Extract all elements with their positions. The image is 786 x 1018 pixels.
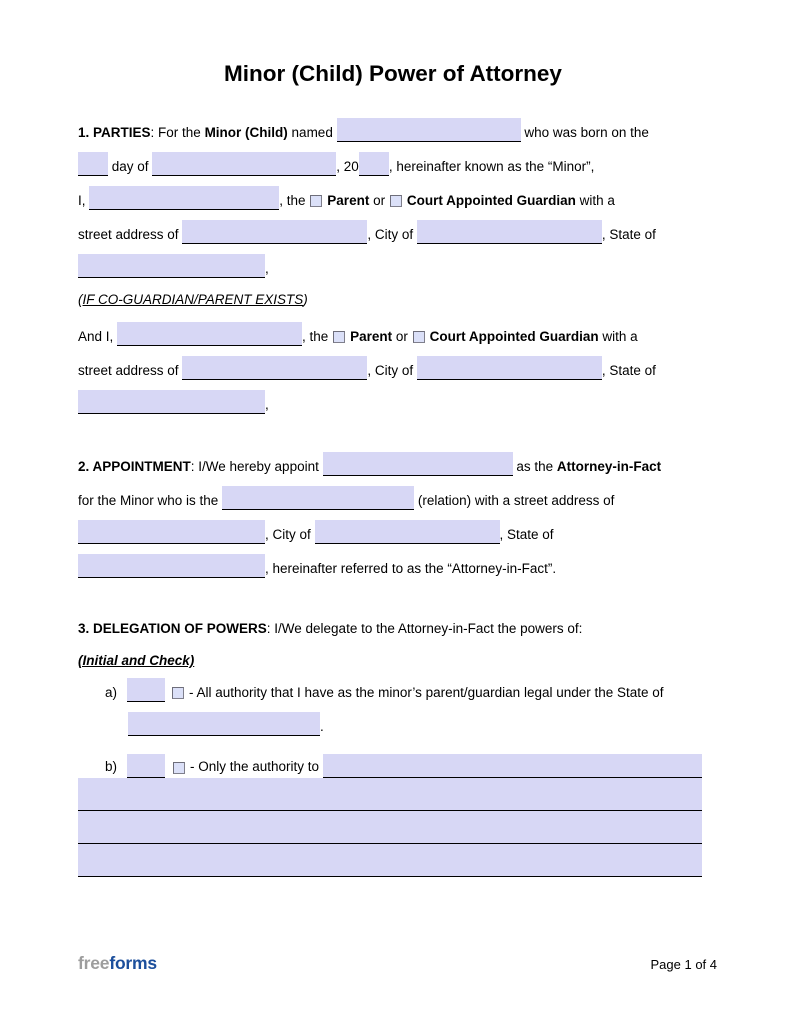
option-a-label: a) [105, 685, 118, 700]
form-content [78, 116, 702, 877]
option-a-text: - All authority that I have as the minor’s parent/guardian legal under the State of [189, 685, 664, 700]
parent1-city-field[interactable] [417, 220, 602, 244]
option-a-state-field[interactable] [128, 712, 320, 736]
text-run: ) [303, 292, 308, 307]
text-run: street address of [78, 363, 183, 378]
parties-line-1 [78, 116, 702, 150]
section-appointment [78, 450, 702, 586]
text-run: , City of [367, 363, 417, 378]
appointment-line-3 [78, 518, 702, 552]
parties-line-9 [78, 388, 702, 422]
text-run: , 20 [336, 159, 359, 174]
option-a-initials-field[interactable] [127, 678, 165, 702]
option-b-checkbox[interactable] [173, 762, 185, 774]
text-run: , hereinafter known as the “Minor”, [388, 159, 595, 174]
parties-line-7 [78, 320, 702, 354]
option-b-authority-field[interactable] [323, 754, 702, 778]
option-b-label: b) [105, 759, 118, 774]
text-run: with a [575, 193, 615, 208]
parties-line-3 [78, 184, 702, 218]
text-run: (relation) with a street address of [414, 493, 615, 508]
freeforms-logo [78, 953, 157, 974]
text-run: I, [78, 193, 90, 208]
text-run: : For the [150, 125, 205, 140]
section-parties [78, 116, 702, 422]
parent1-guardian-checkbox[interactable] [390, 195, 402, 207]
text-run: , City of [265, 527, 315, 542]
attorney-in-fact-label: Attorney-in-Fact [556, 459, 662, 474]
text-run: named [287, 125, 337, 140]
coguardian-note-text: IF CO-GUARDIAN/PARENT EXISTS [82, 292, 304, 307]
text-run: , [265, 397, 269, 412]
text-run: or [369, 193, 389, 208]
appointment-line-4 [78, 552, 702, 586]
guardian-label: Court Appointed Guardian [429, 329, 599, 344]
text-run: , State of [499, 527, 554, 542]
option-b-text: - Only the authority to [190, 759, 323, 774]
text-run: , State of [601, 227, 656, 242]
delegation-heading-line [78, 612, 702, 646]
delegation-heading: 3. DELEGATION OF POWERS [78, 621, 267, 636]
appointment-line-2 [78, 484, 702, 518]
text-run: who was born on the [520, 125, 649, 140]
birth-year-field[interactable] [359, 152, 389, 176]
text-run: as the [512, 459, 557, 474]
text-run: with a [598, 329, 638, 344]
parent1-name-field[interactable] [89, 186, 279, 210]
page-number: Page 1 of 4 [650, 957, 717, 972]
parent2-name-field[interactable] [117, 322, 302, 346]
minor-child-label: Minor (Child) [204, 125, 288, 140]
page-title: Minor (Child) Power of Attorney [224, 61, 562, 86]
initial-check-note [78, 646, 702, 676]
initial-check-text: (Initial and Check) [78, 653, 195, 668]
minor-name-field[interactable] [337, 118, 521, 142]
text-run: ( [78, 292, 83, 307]
text-run: , State of [601, 363, 656, 378]
parent2-city-field[interactable] [417, 356, 602, 380]
text-run: : I/We hereby appoint [190, 459, 323, 474]
text-run: , the [279, 193, 310, 208]
text-run: . [320, 719, 324, 734]
attorney-relation-field[interactable] [222, 486, 414, 510]
text-run: , [265, 261, 269, 276]
parent1-state-field[interactable] [78, 254, 265, 278]
birth-month-field[interactable] [152, 152, 336, 176]
birth-day-field[interactable] [78, 152, 108, 176]
attorney-name-field[interactable] [323, 452, 513, 476]
authority-blank-line-2[interactable] [78, 778, 702, 811]
delegation-option-a-state [78, 710, 702, 744]
section-delegation [78, 612, 702, 877]
parent2-parent-checkbox[interactable] [333, 331, 345, 343]
attorney-state-field[interactable] [78, 554, 265, 578]
option-b-initials-field[interactable] [127, 754, 165, 778]
parent2-street-field[interactable] [182, 356, 367, 380]
text-run: And I, [78, 329, 118, 344]
text-run: , City of [367, 227, 417, 242]
logo-forms-text: forms [109, 953, 157, 973]
text-run: , hereinafter referred to as the “Attorney-in-Fact”. [265, 561, 557, 576]
parent2-guardian-checkbox[interactable] [413, 331, 425, 343]
authority-blank-line-4[interactable] [78, 844, 702, 877]
text-run: street address of [78, 227, 183, 242]
parties-line-8 [78, 354, 702, 388]
parent1-parent-checkbox[interactable] [310, 195, 322, 207]
text-run: or [392, 329, 412, 344]
attorney-street-field[interactable] [78, 520, 265, 544]
page-footer [78, 953, 717, 974]
parent1-street-field[interactable] [182, 220, 367, 244]
authority-blank-line-3[interactable] [78, 811, 702, 844]
parties-heading: 1. PARTIES [78, 125, 151, 140]
attorney-city-field[interactable] [315, 520, 500, 544]
parties-line-5 [78, 252, 702, 286]
delegation-option-a [78, 676, 702, 710]
text-run: for the Minor who is the [78, 493, 223, 508]
guardian-label: Court Appointed Guardian [406, 193, 576, 208]
parent-label: Parent [327, 193, 370, 208]
appointment-line-1 [78, 450, 702, 484]
appointment-heading: 2. APPOINTMENT [78, 459, 191, 474]
text-run: day of [108, 159, 153, 174]
logo-free-text: free [78, 953, 110, 973]
coguardian-note [78, 286, 702, 314]
parties-line-4 [78, 218, 702, 252]
text-run: : I/We delegate to the Attorney-in-Fact the powers of: [266, 621, 583, 636]
option-a-checkbox[interactable] [172, 687, 184, 699]
parent2-state-field[interactable] [78, 390, 265, 414]
text-run: , the [302, 329, 333, 344]
parent-label: Parent [350, 329, 393, 344]
parties-line-2 [78, 150, 702, 184]
delegation-option-b [78, 744, 702, 778]
